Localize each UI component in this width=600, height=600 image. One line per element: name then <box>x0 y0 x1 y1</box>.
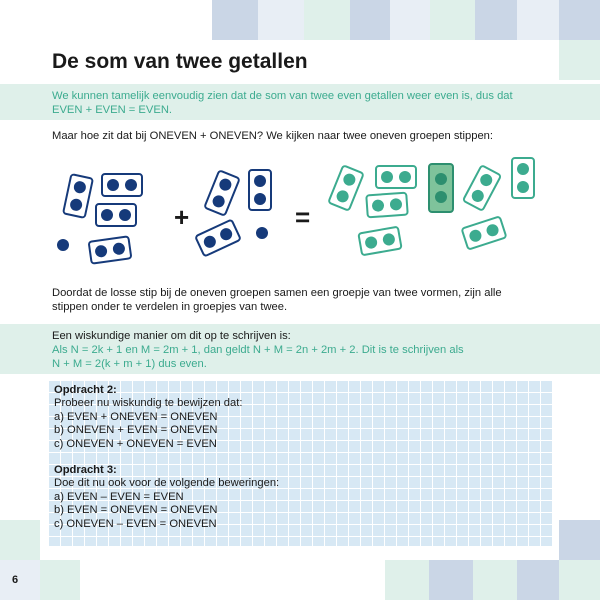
exercise-2-title: Opdracht 2: <box>54 384 117 396</box>
exercise-2-item: c) ONEVEN + ONEVEN = EVEN <box>54 437 217 450</box>
explanation-line-2: stippen onder te verdelen in groepjes van twee. <box>52 301 288 313</box>
exercise-3-item: c) ONEVEN – EVEN = ONEVEN <box>54 517 217 530</box>
explanation-text <box>52 286 502 314</box>
exercise-3-title: Opdracht 3: <box>54 464 117 477</box>
math-intro: Een wiskundige manier om dit op te schrijven is: <box>52 330 291 342</box>
explanation-line-1: Doordat de losse stip bij de oneven groepen samen een groepje van twee vormen, zijn alle <box>52 287 502 299</box>
navy-dot-group-middle <box>195 170 271 256</box>
page-title: De som van twee getallen <box>52 50 308 73</box>
intro-line-1: We kunnen tamelijk eenvoudig zien dat de som van twee even getallen weer even is, dus dat <box>52 90 513 102</box>
page-number: 6 <box>12 574 19 586</box>
equals-symbol: = <box>295 202 311 232</box>
exercise-3-item: b) EVEN = ONEVEN = ONEVEN <box>54 504 218 517</box>
exercise-2-instruction: Probeer nu wiskundig te bewijzen dat: <box>54 397 243 410</box>
intro-line-2: EVEN + EVEN = EVEN. <box>52 104 173 116</box>
exercises <box>54 384 279 531</box>
plus-symbol: + <box>174 202 190 232</box>
exercise-3-instruction: Doe dit nu ook voor de volgende beweringen: <box>54 477 280 490</box>
question-text: Maar hoe zit dat bij ONEVEN + ONEVEN? We kijken naar twee oneven groepen stippen: <box>52 130 493 142</box>
navy-dot-group-left <box>57 174 142 264</box>
exercise-2-item: b) ONEVEN + EVEN = ONEVEN <box>54 424 218 437</box>
formula-line-2: N + M = 2(k + m + 1) dus even. <box>52 358 207 370</box>
teal-dot-group-result <box>328 158 534 255</box>
formula-text <box>52 329 464 371</box>
exercise-3-item: a) EVEN – EVEN = EVEN <box>54 490 184 503</box>
exercise-2-item: a) EVEN + ONEVEN = ONEVEN <box>54 410 218 423</box>
formula-line-1: Als N = 2k + 1 en M = 2m + 1, dan geldt N + M = 2n + 2m + 2. Dit is te schrijven als <box>52 344 464 356</box>
